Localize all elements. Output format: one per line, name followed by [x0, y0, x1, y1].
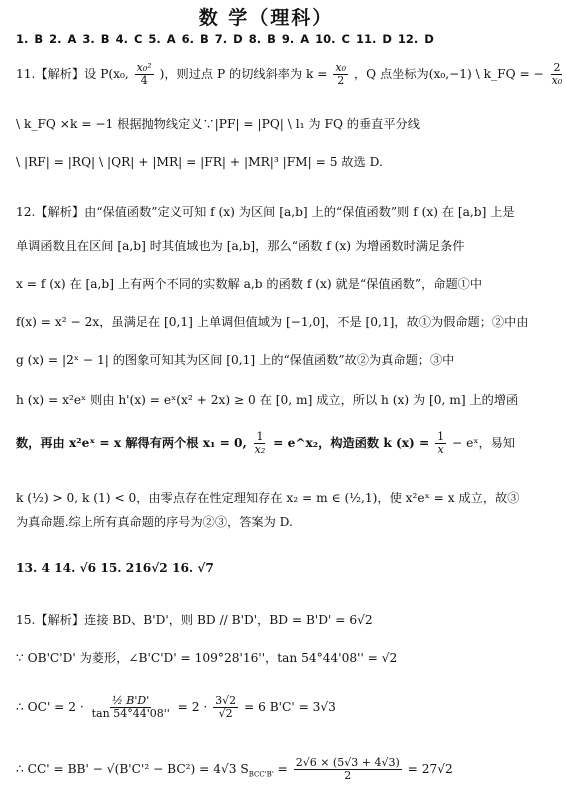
q15-text-f: = 27√2	[407, 762, 453, 776]
q15-text-c: = 6 B'C' = 3√3	[244, 700, 336, 714]
q11-line-2: \ k_FQ ×k = −1 根据抛物线定义∵|PF| = |PQ| \ l₁ 为 FQ 的垂直平分线	[16, 117, 420, 131]
frac-numerator: x₀²	[136, 61, 152, 74]
q12-fraction-1-over-x2	[253, 431, 268, 456]
frac-numerator: x₀	[335, 61, 347, 74]
q12-line-1: 12.【解析】由“保值函数”定义可知 f (x) 为区间 [a,b] 上的“保值函数”则 f (x) 在 [a,b] 上是	[16, 205, 515, 219]
q11-fraction-x0sq-over-4	[135, 62, 154, 87]
q11-line-1	[16, 61, 563, 87]
q12-line-5: g (x) = |2ˣ − 1| 的图象可知其为区间 [0,1] 上的“保值函数”故②为真命题；③中	[16, 353, 455, 367]
q15-line-4	[16, 752, 522, 791]
q15-text-e: =	[277, 762, 288, 776]
q12-line-4: f(x) = x² − 2x，虽满足在 [0,1] 上单调但值域为 [−1,0]，不是 [0,1]，故①为假命题；②中由	[16, 315, 529, 329]
q15-line-3	[16, 690, 522, 724]
q12-line-9: 为真命题.综上所有真命题的序号为②③，答案为 D.	[16, 515, 293, 529]
frac-numerator: 1	[256, 430, 264, 443]
frac-denominator: tan 54°44'08''	[91, 707, 170, 720]
q15-text-a: ∴ OC' = 2 ·	[16, 700, 84, 714]
frac-numerator: 1	[437, 430, 445, 443]
frac-numerator: 3√2	[215, 694, 237, 707]
q12-line-8: k (½) > 0, k (1) < 0，由零点存在性定理知存在 x₂ = m ∈ (½,1)，使 x²eˣ = x 成立，故③	[16, 491, 520, 505]
frac-numerator: ½ B'D'	[112, 694, 150, 707]
q12-text-c: − eˣ，易知	[452, 436, 516, 450]
q12-line-6: h (x) = x²eˣ 则由 h'(x) = eˣ(x² + 2x) ≥ 0 在 [0, m] 成立，所以 h (x) 为 [0, m] 上的增函	[16, 393, 519, 407]
q15-fraction-half-bd-over-tan	[90, 695, 172, 720]
q12-line-3: x = f (x) 在 [a,b] 上有两个不同的实数解 a,b 的函数 f (x) 就是“保值函数”，命题①中	[16, 277, 483, 291]
frac-denominator: 2	[344, 769, 352, 782]
q15-line-1: 15.【解析】连接 BD、B'D'，则 BD // B'D'，BD = B'D' = 6√2	[16, 613, 373, 627]
q15-fraction-3root2-over-root2	[213, 695, 238, 720]
frac-denominator: √2	[218, 707, 233, 720]
frac-numerator: 2√6 × (5√3 + 4√3)	[295, 756, 400, 769]
q11-fraction-slope	[333, 62, 348, 87]
q11-line-3: \ |RF| = |RQ| \ |QR| + |MR| = |FR| + |MR|³ |FM| = 5 故选 D.	[16, 155, 383, 169]
q11-fraction-kfq	[550, 62, 565, 87]
q15-text-b: = 2 ·	[177, 700, 208, 714]
fill-in-answers: 13. 4 14. √6 15. 216√2 16. √7	[16, 561, 214, 575]
frac-denominator: x₂	[254, 443, 266, 456]
q15-fraction-area	[294, 757, 402, 782]
frac-denominator: 4	[140, 74, 148, 87]
q11-text-b: )，则过点 P 的切线斜率为 k =	[159, 67, 328, 81]
q12-text-b: = e^x₂，构造函数 k (x) =	[273, 436, 430, 450]
q11-text-a: 11.【解析】设 P(x₀,	[16, 67, 129, 81]
q15-text-d: ∴ CC' = BB' − √(B'C'² − BC²) = 4√3 S	[16, 762, 249, 776]
frac-denominator: 2	[337, 74, 345, 87]
area-subscript: BCC'B'	[248, 770, 274, 779]
frac-numerator: 2	[553, 61, 561, 74]
page-title: 数 学（理科）	[198, 7, 334, 29]
frac-denominator: x	[437, 443, 444, 456]
answer-key-line: 1. B 2. A 3. B 4. C 5. A 6. B 7. D 8. B 9. A 10. C 11. D 12. D	[16, 32, 434, 46]
q12-line-7	[16, 430, 522, 456]
q15-line-2: ∵ OB'C'D' 为菱形，∠B'C'D' = 109°28'16''，tan 54°44'08'' = √2	[16, 651, 398, 665]
q11-text-c: ，Q 点坐标为(x₀,−1) \ k_FQ = −	[353, 67, 544, 81]
frac-denominator: x₀	[551, 74, 563, 87]
q12-text-a: 数，再由 x²eˣ = x 解得有两个根 x₁ = 0,	[16, 436, 247, 450]
q12-fraction-1-over-x	[435, 431, 446, 456]
q12-line-2: 单调函数且在区间 [a,b] 时其值域也为 [a,b]，那么“函数 f (x) 为增函数时满足条件	[16, 239, 465, 253]
